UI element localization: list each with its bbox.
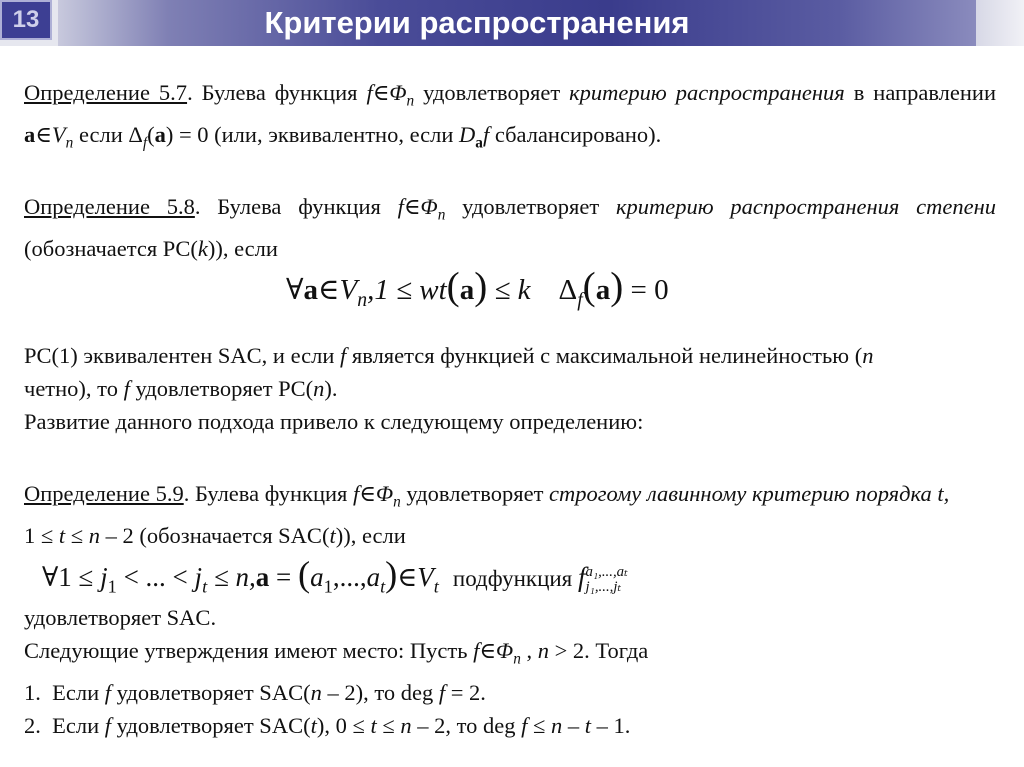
def58-text-1: . Булева функция bbox=[194, 194, 398, 219]
def57-a: a bbox=[24, 121, 36, 147]
item-1-b: удовлетворяет SAC( bbox=[111, 679, 311, 705]
item-2-a: Если bbox=[52, 712, 105, 738]
def57-D: D bbox=[459, 121, 476, 147]
f2-in-v: ∈V bbox=[397, 562, 434, 592]
slide-header bbox=[0, 0, 1024, 46]
def59-text-1: . Булева функция bbox=[183, 481, 354, 506]
def59-sub-n: n bbox=[393, 493, 401, 511]
item-1-f: f bbox=[104, 679, 112, 705]
item-1-n: n bbox=[310, 679, 322, 705]
def57-text-3: в направлении bbox=[844, 80, 996, 105]
pc-f-2: f bbox=[123, 376, 130, 401]
def57-text-6: ) = 0 (или, эквивалентно, если bbox=[165, 121, 460, 147]
f2-eq: = bbox=[269, 562, 298, 592]
item-2-d: ≤ bbox=[376, 712, 401, 738]
f2-forall: ∀1 ≤ bbox=[42, 562, 101, 592]
f2-paren-open: ( bbox=[297, 554, 311, 594]
item-1-num: 1. bbox=[24, 679, 41, 705]
item-1-c: – 2), то deg bbox=[321, 679, 439, 705]
item-2-n: n bbox=[400, 712, 412, 738]
pc-text-line-2: Развитие данного подхода привело к следующему определению: bbox=[24, 409, 644, 434]
item-1-d: = 2. bbox=[445, 679, 486, 705]
def57-term: критерию распространения bbox=[569, 80, 845, 105]
f1-a-3: a bbox=[595, 274, 611, 306]
pc-n-1: n bbox=[862, 343, 874, 368]
definition-5-8 bbox=[24, 190, 996, 265]
def57-label: Определение 5.7 bbox=[24, 80, 188, 105]
def59-f: f∈Φ bbox=[353, 481, 394, 506]
def57-f-2: f bbox=[482, 121, 490, 147]
def59-text-6: )), если bbox=[335, 522, 406, 548]
def57-text: . Булева функция bbox=[187, 80, 367, 105]
f2-dots: ,..., bbox=[332, 562, 367, 592]
tail-f-in-phi: f∈Φ bbox=[473, 638, 514, 663]
f2-j: j bbox=[100, 562, 108, 592]
pc-text-2: является функцией с максимальной нелинейностью ( bbox=[346, 343, 863, 368]
f2-sub-at: t bbox=[380, 576, 386, 597]
def57-sub-n: n bbox=[406, 92, 415, 110]
f2-le-n: ≤ n, bbox=[207, 562, 256, 592]
item-2-f: f bbox=[104, 712, 112, 738]
item-2-t-2: t bbox=[370, 712, 377, 738]
f2-sub: j₁,...,jₜ bbox=[585, 578, 622, 595]
def59-t-2: t bbox=[329, 522, 336, 548]
item-2-f-2: f bbox=[521, 712, 528, 738]
item-2-b: удовлетворяет SAC( bbox=[111, 712, 311, 738]
pc-text-5: ). bbox=[324, 376, 338, 401]
f2-sup: a₁,...,aₜ bbox=[585, 563, 628, 580]
f2-a-bold: a bbox=[255, 562, 270, 592]
tail-line-1: удовлетворяет SAC. bbox=[24, 605, 217, 630]
item-2-g: ≤ bbox=[527, 712, 551, 738]
def57-in-v: ∈V bbox=[35, 121, 66, 147]
def57-v-sub: n bbox=[65, 134, 74, 151]
title-bar bbox=[58, 0, 976, 46]
item-2-k: – 1. bbox=[590, 712, 631, 738]
def57-a-2: a bbox=[154, 121, 166, 147]
f1-delta: Δ bbox=[558, 274, 578, 306]
f1-paren-close-2: ) bbox=[610, 265, 624, 308]
def58-text-4: )), если bbox=[207, 235, 278, 261]
def59-term: строгому лавинному критерию порядка t, bbox=[549, 481, 950, 506]
def59-text-5: – 2 (обозначается SAC( bbox=[99, 522, 330, 548]
f1-le-k: ≤ k bbox=[487, 274, 531, 306]
formula-pc-k bbox=[286, 264, 669, 312]
pc-n-2: n bbox=[313, 376, 325, 401]
f1-a-2: a bbox=[459, 274, 475, 306]
f2-sub-vt: t bbox=[433, 576, 439, 597]
item-1-a: Если bbox=[52, 679, 105, 705]
pc-text-4: удовлетворяет PC( bbox=[129, 376, 314, 401]
f2-paren-close: ) bbox=[385, 554, 398, 594]
f1-sub-f: f bbox=[577, 288, 583, 311]
f2-sub-1: 1 bbox=[107, 576, 117, 597]
item-2-h: – bbox=[562, 712, 585, 738]
def59-text-4: ≤ bbox=[65, 522, 89, 548]
f2-sub-t: t bbox=[202, 576, 208, 597]
def57-text-4: если Δ bbox=[73, 121, 143, 147]
f1-in-v: ∈V bbox=[318, 274, 358, 306]
item-1-f-2: f bbox=[438, 679, 446, 705]
pc-text-1: PC(1) эквивалентен SAC, и если bbox=[24, 343, 340, 368]
tail-line-2-c: > 2. Тогда bbox=[548, 638, 649, 663]
def57-text-5: ( bbox=[147, 121, 155, 147]
def59-text-2: удовлетворяет bbox=[400, 481, 550, 506]
item-2-t: t bbox=[310, 712, 317, 738]
item-2-e: – 2, то deg bbox=[411, 712, 522, 738]
f2-a1: a bbox=[310, 562, 324, 592]
formula-sac-t bbox=[42, 553, 628, 597]
slide-title: Критерии распространения bbox=[264, 5, 690, 40]
pc-text-3: четно), то bbox=[24, 376, 124, 401]
header-right-block bbox=[976, 0, 1024, 46]
item-2-t-3: t bbox=[584, 712, 591, 738]
def58-text-3: (обозначается PC( bbox=[24, 235, 198, 261]
def57-f: f∈Φ bbox=[366, 80, 407, 105]
def57-text-2: удовлетворяет bbox=[414, 80, 570, 105]
def59-t-1: t bbox=[58, 522, 66, 548]
item-2-num: 2. bbox=[24, 712, 41, 738]
definition-5-9 bbox=[24, 477, 964, 552]
f2-podf: подфункция bbox=[452, 566, 579, 591]
f1-paren-open-2: ( bbox=[582, 265, 596, 308]
pc-paragraph bbox=[24, 339, 924, 438]
def58-k: k bbox=[197, 235, 208, 261]
item-2-c: ), 0 ≤ bbox=[316, 712, 371, 738]
tail-line-2-a: Следующие утверждения имеют место: Пусть bbox=[24, 638, 474, 663]
f2-j-2: j bbox=[194, 562, 203, 592]
f2-at: a bbox=[366, 562, 381, 592]
pc-f-1: f bbox=[340, 343, 347, 368]
f2-sub-a1: 1 bbox=[323, 576, 333, 597]
f1-forall: ∀ bbox=[286, 274, 304, 306]
definition-5-7 bbox=[24, 76, 996, 159]
def59-n: n bbox=[88, 522, 100, 548]
f1-paren-close: ) bbox=[474, 265, 488, 308]
def59-label: Определение 5.9 bbox=[24, 481, 184, 506]
def58-sub-n: n bbox=[437, 206, 446, 224]
tail-sub-n: n bbox=[513, 650, 521, 668]
def57-delta-sub: f bbox=[142, 134, 148, 151]
def58-text-2: удовлетворяет bbox=[445, 194, 616, 219]
def59-text-3: 1 ≤ bbox=[24, 522, 59, 548]
f1-paren-open: ( bbox=[446, 265, 460, 308]
def58-label: Определение 5.8 bbox=[24, 194, 195, 219]
tail-n: n bbox=[537, 638, 549, 663]
def57-D-sub: a bbox=[475, 134, 483, 151]
f1-eq0: = 0 bbox=[623, 274, 669, 306]
tail-line-2-b: , bbox=[520, 638, 538, 663]
def58-f: f∈Φ bbox=[397, 194, 438, 219]
slide-number-badge: 13 bbox=[0, 0, 52, 40]
f1-a: a bbox=[303, 274, 319, 306]
f2-sup-sub bbox=[586, 565, 628, 595]
def57-text-7: сбалансировано). bbox=[489, 121, 662, 147]
tail-block bbox=[24, 601, 924, 742]
f1-sub-n: n bbox=[357, 288, 368, 311]
f2-mid: < ... < bbox=[116, 562, 195, 592]
f1-cond: ,1 ≤ wt bbox=[367, 274, 447, 306]
def58-term: критерию распространения степени bbox=[615, 194, 996, 219]
f2-f: f bbox=[578, 562, 586, 592]
item-2-n-2: n bbox=[550, 712, 563, 738]
